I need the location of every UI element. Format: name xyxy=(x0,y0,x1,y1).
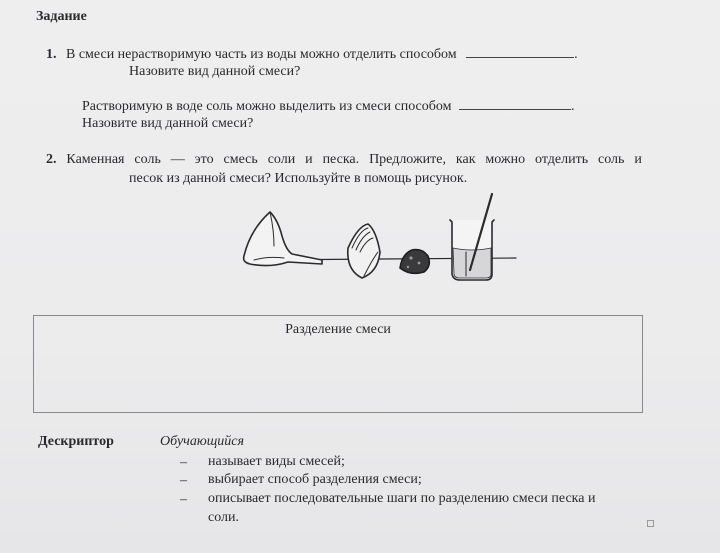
descriptor-subject: Обучающийся xyxy=(160,434,245,449)
task2-word: смесь xyxy=(223,152,258,167)
task1-blank1[interactable] xyxy=(466,45,574,58)
answer-box[interactable] xyxy=(33,315,643,413)
filter-paper-icon xyxy=(348,224,380,278)
task1-period1: . xyxy=(574,47,578,62)
task1-line2: Назовите вид данной смеси? xyxy=(129,64,301,79)
task1-line3 xyxy=(82,97,574,115)
task2-word: как xyxy=(455,152,476,167)
task1-question1: В смеси нерастворимую часть из воды можно отделить способом xyxy=(66,47,457,62)
corner-mark xyxy=(647,520,654,527)
page-heading: Задание xyxy=(36,9,87,24)
task2-word: можно xyxy=(485,152,526,167)
task2-word: песка. xyxy=(322,152,360,167)
task1-line1 xyxy=(46,45,578,63)
descriptor-item-3-cont: соли. xyxy=(208,510,240,525)
lab-equipment-figure xyxy=(230,190,520,300)
task1-number: 1. xyxy=(46,47,57,62)
task2-word: — xyxy=(170,152,185,167)
task2-word: Каменная xyxy=(66,152,125,167)
beaker-with-rod-icon xyxy=(450,194,494,280)
answer-box-title: Разделение смеси xyxy=(285,322,391,337)
descriptor-item-2: выбирает способ разделения смеси; xyxy=(208,472,422,487)
descriptor-dash-1: – xyxy=(180,455,187,470)
descriptor-dash-3: – xyxy=(180,492,187,507)
rock-salt-icon xyxy=(400,250,429,274)
task2-line2: песок из данной смеси? Используйте в помощь рисунок. xyxy=(129,171,468,186)
task2-word: и xyxy=(634,152,642,167)
task2-word: Предложите, xyxy=(369,152,446,167)
task1-blank2[interactable] xyxy=(459,97,571,110)
descriptor-dash-2: – xyxy=(180,473,187,488)
task1-period2: . xyxy=(570,99,575,114)
task2-word: соли xyxy=(267,152,296,167)
task2-word: отделить xyxy=(535,152,589,167)
task2-line1 xyxy=(46,152,642,168)
task2-word: соль xyxy=(598,152,625,167)
descriptor-label: Дескриптор xyxy=(38,434,114,449)
task2-word: соль xyxy=(134,152,161,167)
task2-word: и xyxy=(305,152,313,167)
funnel-icon xyxy=(244,212,322,266)
task1-question2: Растворимую в воде соль можно выделить из смеси способом xyxy=(82,99,452,114)
descriptor-item-3: описывает последовательные шаги по разделению смеси песка и xyxy=(208,491,596,506)
task2-number: 2. xyxy=(46,152,57,167)
descriptor-item-1: называет виды смесей; xyxy=(208,454,345,469)
task1-line4: Назовите вид данной смеси? xyxy=(82,116,254,131)
task2-word: это xyxy=(194,152,214,167)
